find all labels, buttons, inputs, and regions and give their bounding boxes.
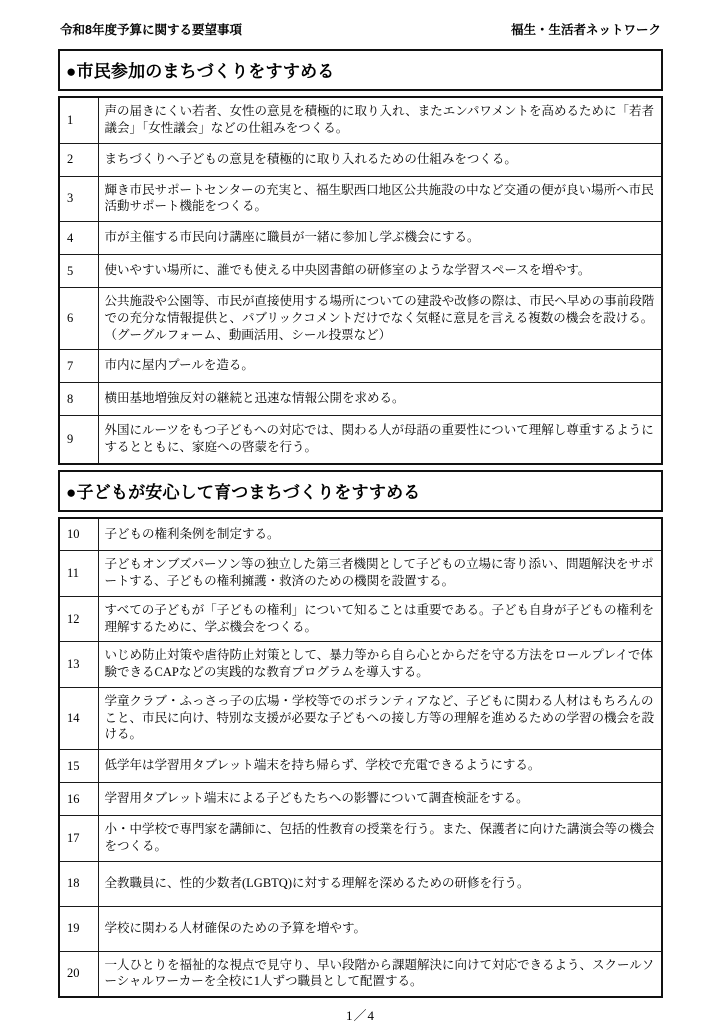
item-text: 子どもオンブズパーソン等の独立した第三者機関として子どもの立場に寄り添い、問題解決をサポートする、子どもの権利擁護・救済のための機関を設置する。: [98, 551, 662, 597]
table-row: [59, 816, 662, 862]
item-number: 14: [59, 687, 98, 749]
section-title-text: ●子どもが安心して育つまちづくりをすすめる: [66, 482, 421, 502]
item-text: まちづくりへ子どもの意見を積極的に取り入れるための仕組みをつくる。: [98, 143, 662, 176]
item-text: 市が主催する市民向け講座に職員が一緒に参加し学ぶ機会にする。: [98, 222, 662, 255]
item-number: 2: [59, 143, 98, 176]
document-title: 令和8年度予算に関する要望事項: [60, 23, 242, 37]
item-text: 声の届きにくい若者、女性の意見を積極的に取り入れ、またエンパワメントを高めるために「若者議会」「女性議会」などの仕組みをつくる。: [98, 97, 662, 143]
item-number: 13: [59, 642, 98, 688]
request-table-body: [59, 97, 662, 464]
item-number: 10: [59, 518, 98, 551]
item-number: 18: [59, 861, 98, 906]
table-row: [59, 416, 662, 464]
request-table-body: [59, 518, 662, 997]
item-text: 輝き市民サポートセンターの充実と、福生駅西口地区公共施設の中など交通の便が良い場所へ市民活動サポート機能をつくる。: [98, 176, 662, 222]
page-number: 1／4: [345, 1008, 375, 1023]
table-row: [59, 861, 662, 906]
item-number: 4: [59, 222, 98, 255]
item-text: いじめ防止対策や虐待防止対策として、暴力等から自ら心とからだを守る方法をロールプレイで体験できるCAPなどの実践的な教育プログラムを導入する。: [98, 642, 662, 688]
item-text: 横田基地増強反対の継続と迅速な情報公開を求める。: [98, 383, 662, 416]
item-text: 子どもの権利条例を制定する。: [98, 518, 662, 551]
item-text: 学校に関わる人材確保のための予算を増やす。: [98, 906, 662, 951]
request-table-section-2: [58, 517, 663, 998]
table-row: [59, 143, 662, 176]
table-row: [59, 906, 662, 951]
item-number: 3: [59, 176, 98, 222]
table-row: [59, 551, 662, 597]
item-number: 9: [59, 416, 98, 464]
table-row: [59, 176, 662, 222]
item-number: 1: [59, 97, 98, 143]
table-row: [59, 783, 662, 816]
item-text: 全教職員に、性的少数者(LGBTQ)に対する理解を深めるための研修を行う。: [98, 861, 662, 906]
section-title-children-safety: [58, 470, 663, 512]
item-text: 小・中学校で専門家を講師に、包括的性教育の授業を行う。また、保護者に向けた講演会等の機会をつくる。: [98, 816, 662, 862]
table-row: [59, 687, 662, 749]
item-number: 8: [59, 383, 98, 416]
table-row: [59, 255, 662, 288]
item-text: 一人ひとりを福祉的な視点で見守り、早い段階から課題解決に向けて対応できるよう、スクールソーシャルワーカーを全校に1人ずつ職員として配置する。: [98, 951, 662, 997]
item-text: 外国にルーツをもつ子どもへの対応では、関わる人が母語の重要性について理解し尊重するようにするとともに、家庭への啓蒙を行う。: [98, 416, 662, 464]
item-number: 20: [59, 951, 98, 997]
item-number: 17: [59, 816, 98, 862]
table-row: [59, 350, 662, 383]
item-text: すべての子どもが「子どもの権利」について知ることは重要である。子ども自身が子どもの権利を理解するために、学ぶ機会をつくる。: [98, 596, 662, 642]
table-row: [59, 750, 662, 783]
table-row: [59, 642, 662, 688]
item-text: 低学年は学習用タブレット端末を持ち帰らず、学校で充電できるようにする。: [98, 750, 662, 783]
item-number: 7: [59, 350, 98, 383]
item-number: 5: [59, 255, 98, 288]
item-text: 学習用タブレット端末による子どもたちへの影響について調査検証をする。: [98, 783, 662, 816]
table-row: [59, 596, 662, 642]
item-text: 公共施設や公園等、市民が直接使用する場所についての建設や改修の際は、市民へ早めの事前段階での充分な情報提供と、パブリックコメントだけでなく気軽に意見を言える複数の機会を設ける。（グーグルフォーム、動画活用、シール投票など）: [98, 288, 662, 350]
table-row: [59, 222, 662, 255]
organization-name: 福生・生活者ネットワーク: [510, 23, 661, 37]
item-number: 16: [59, 783, 98, 816]
request-table-section-1: [58, 96, 663, 465]
item-number: 12: [59, 596, 98, 642]
item-number: 15: [59, 750, 98, 783]
item-number: 19: [59, 906, 98, 951]
table-row: [59, 97, 662, 143]
page-header: [58, 20, 663, 38]
table-row: [59, 383, 662, 416]
section-title-citizen-participation: [58, 49, 663, 91]
table-row: [59, 288, 662, 350]
item-text: 市内に屋内プールを造る。: [98, 350, 662, 383]
table-row: [59, 518, 662, 551]
item-number: 11: [59, 551, 98, 597]
table-row: [59, 951, 662, 997]
item-number: 6: [59, 288, 98, 350]
item-text: 学童クラブ・ふっさっ子の広場・学校等でのボランティアなど、子どもに関わる人材はもちろんのこと、市民に向け、特別な支援が必要な子どもへの接し方等の理解を進めるための学習の機会を設ける。: [98, 687, 662, 749]
section-title-text: ●市民参加のまちづくりをすすめる: [66, 62, 335, 81]
item-text: 使いやすい場所に、誰でも使える中央図書館の研修室のような学習スペースを増やす。: [98, 255, 662, 288]
